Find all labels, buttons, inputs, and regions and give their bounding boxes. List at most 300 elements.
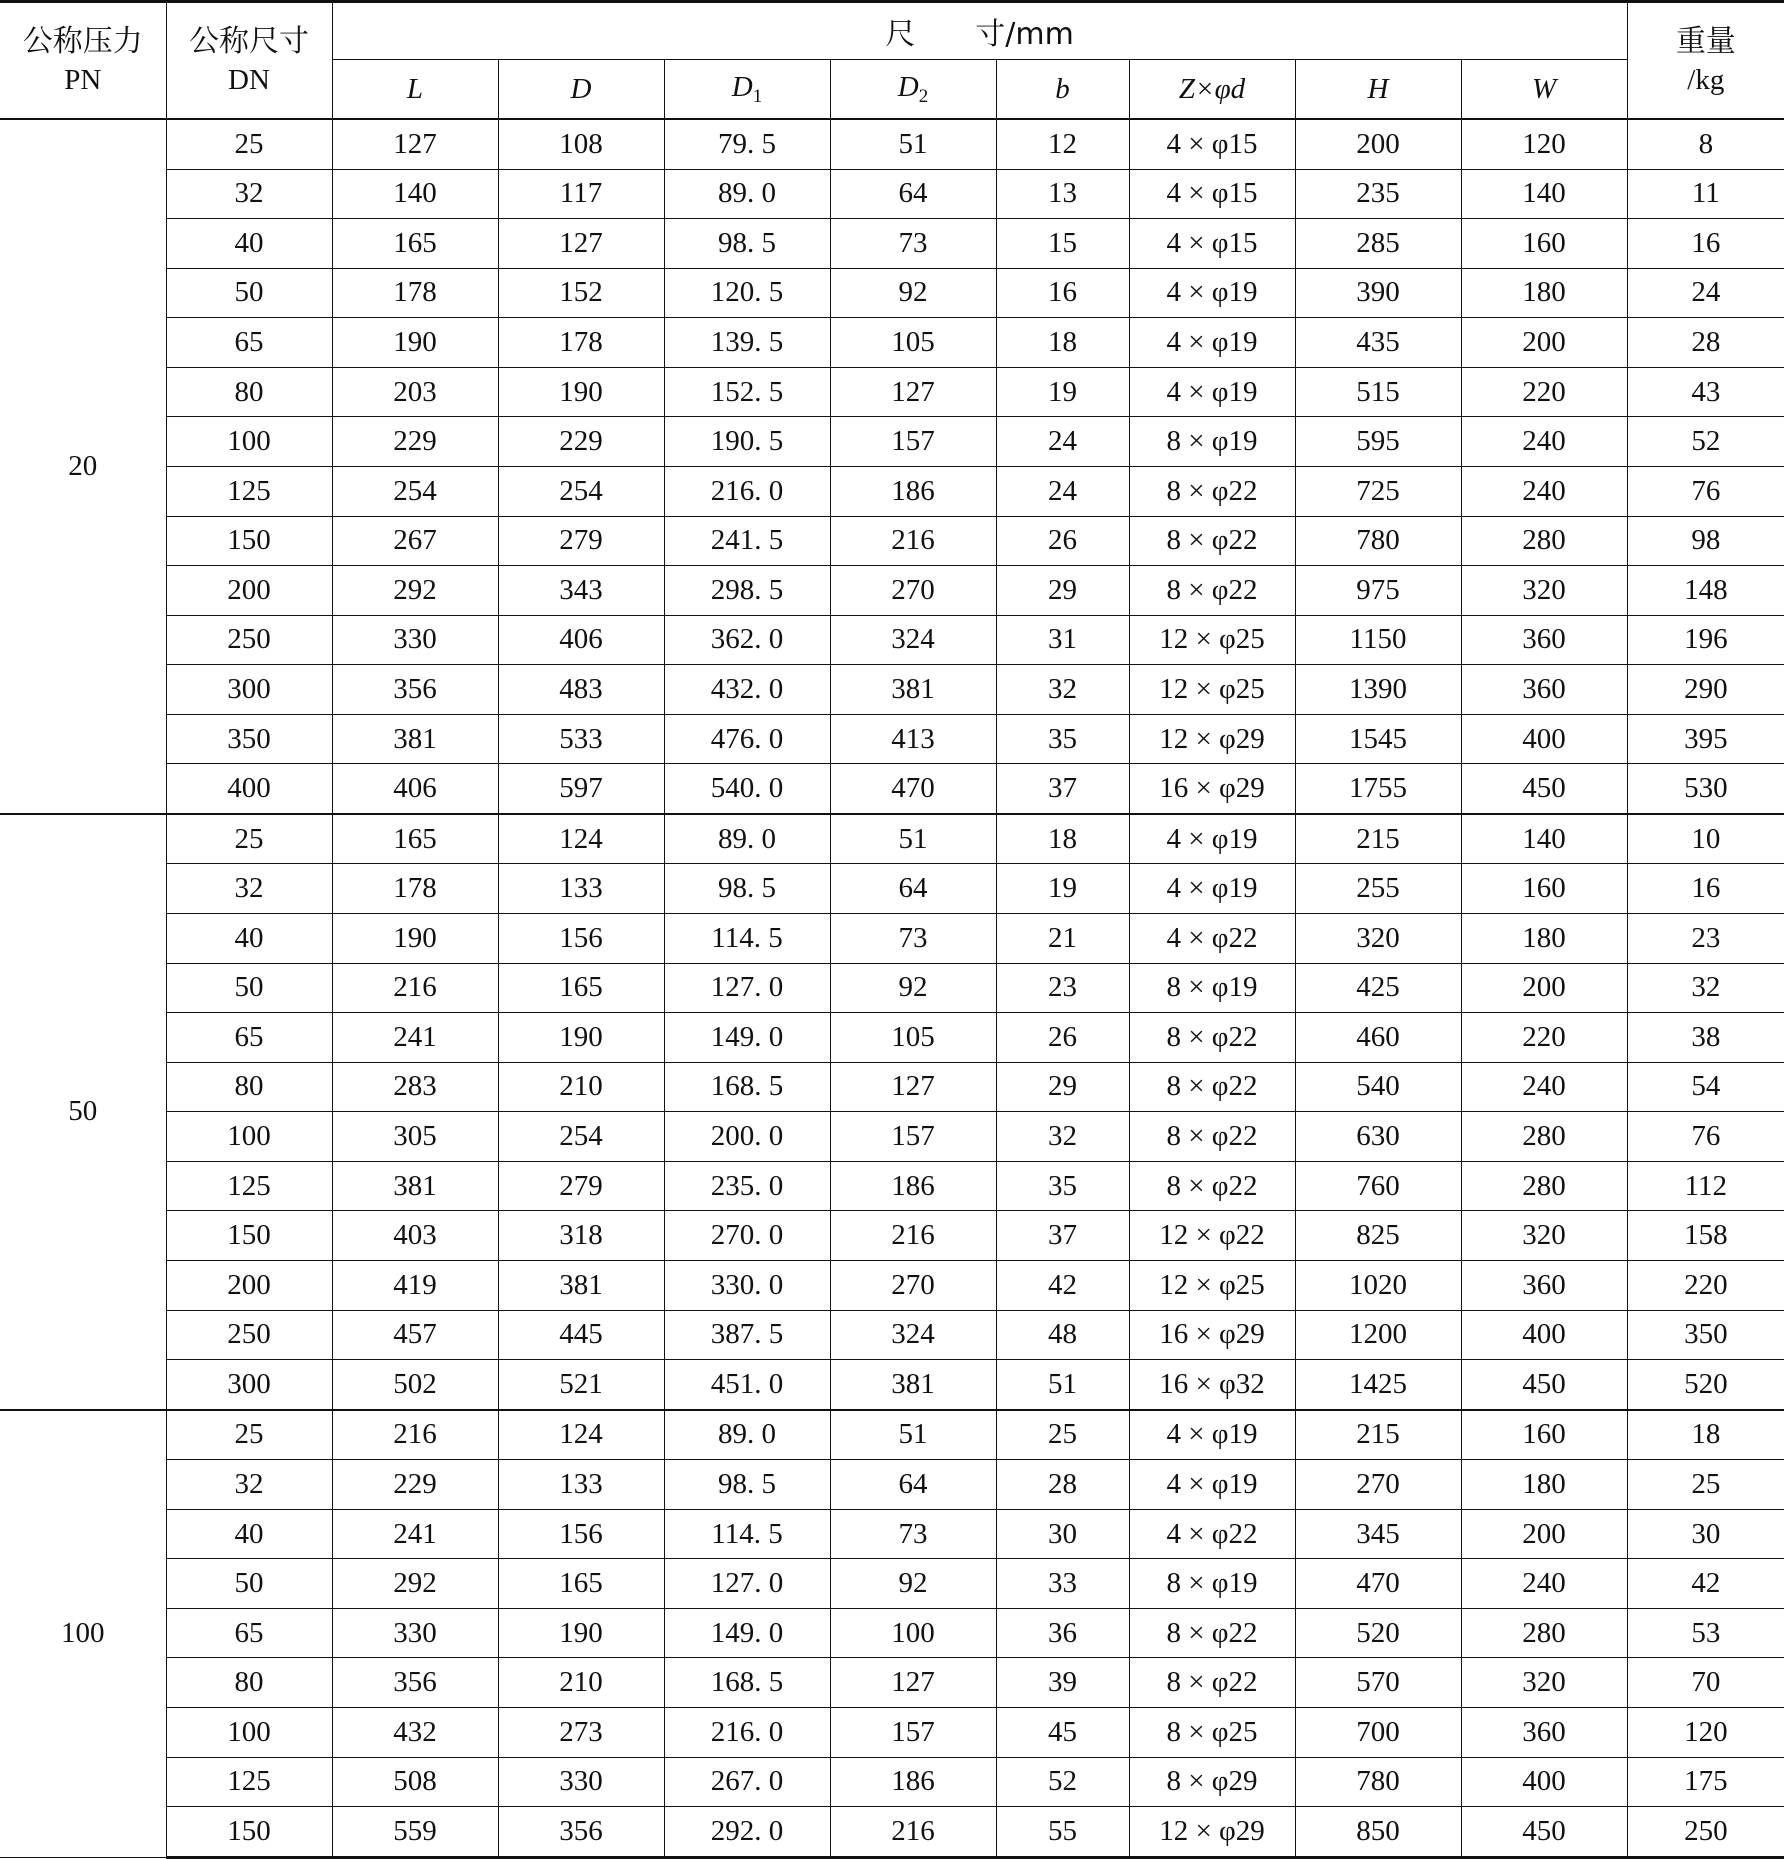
cell-W: 450 <box>1461 1360 1627 1410</box>
cell-D1: 120. 5 <box>664 268 830 318</box>
cell-H: 760 <box>1295 1161 1461 1211</box>
cell-H: 285 <box>1295 219 1461 269</box>
cell-L: 330 <box>332 1608 498 1658</box>
cell-L: 127 <box>332 119 498 169</box>
cell-W: 450 <box>1461 764 1627 814</box>
cell-dn: 250 <box>166 1310 332 1360</box>
cell-H: 825 <box>1295 1211 1461 1261</box>
cell-b: 37 <box>996 1211 1129 1261</box>
cell-H: 725 <box>1295 466 1461 516</box>
cell-D1: 127. 0 <box>664 963 830 1013</box>
table-row <box>0 1310 1784 1360</box>
cell-D1: 139. 5 <box>664 318 830 368</box>
cell-W: 200 <box>1461 1509 1627 1559</box>
cell-H: 570 <box>1295 1658 1461 1708</box>
cell-W: 360 <box>1461 1708 1627 1758</box>
cell-Z-phi-d: 8 × φ22 <box>1129 1608 1295 1658</box>
cell-D2: 216 <box>830 1211 996 1261</box>
cell-H: 630 <box>1295 1112 1461 1162</box>
cell-L: 229 <box>332 1460 498 1510</box>
cell-L: 283 <box>332 1062 498 1112</box>
cell-dn: 65 <box>166 318 332 368</box>
cell-L: 406 <box>332 764 498 814</box>
cell-b: 24 <box>996 417 1129 467</box>
cell-b: 42 <box>996 1260 1129 1310</box>
cell-b: 32 <box>996 1112 1129 1162</box>
cell-L: 419 <box>332 1260 498 1310</box>
cell-D: 165 <box>498 1559 664 1609</box>
cell-W: 280 <box>1461 1112 1627 1162</box>
cell-W: 320 <box>1461 566 1627 616</box>
pressure-cell: 50 <box>0 814 166 1410</box>
cell-D2: 324 <box>830 1310 996 1360</box>
cell-Z-phi-d: 8 × φ22 <box>1129 516 1295 566</box>
cell-D1: 451. 0 <box>664 1360 830 1410</box>
table-row <box>0 1807 1784 1858</box>
table-header <box>0 2 1784 120</box>
cell-D: 127 <box>498 219 664 269</box>
cell-weight: 38 <box>1627 1013 1784 1063</box>
cell-D: 229 <box>498 417 664 467</box>
cell-D: 597 <box>498 764 664 814</box>
cell-D1: 330. 0 <box>664 1260 830 1310</box>
cell-W: 240 <box>1461 466 1627 516</box>
table-row <box>0 714 1784 764</box>
table-row <box>0 1708 1784 1758</box>
cell-D2: 64 <box>830 864 996 914</box>
cell-b: 23 <box>996 963 1129 1013</box>
cell-D: 381 <box>498 1260 664 1310</box>
cell-L: 356 <box>332 665 498 715</box>
cell-b: 26 <box>996 1013 1129 1063</box>
cell-b: 55 <box>996 1807 1129 1858</box>
cell-weight: 8 <box>1627 119 1784 169</box>
cell-W: 320 <box>1461 1658 1627 1708</box>
cell-dn: 150 <box>166 1211 332 1261</box>
cell-D2: 127 <box>830 1658 996 1708</box>
table-row <box>0 1161 1784 1211</box>
dimensions-header: 尺 寸/mm <box>332 2 1627 60</box>
cell-D2: 92 <box>830 268 996 318</box>
table-row <box>0 864 1784 914</box>
cell-D1: 270. 0 <box>664 1211 830 1261</box>
cell-H: 700 <box>1295 1708 1461 1758</box>
table-row <box>0 119 1784 169</box>
cell-b: 21 <box>996 914 1129 964</box>
cell-D2: 157 <box>830 1112 996 1162</box>
col-header-D2: $D_2$ <box>830 60 996 120</box>
cell-W: 400 <box>1461 1310 1627 1360</box>
cell-b: 45 <box>996 1708 1129 1758</box>
cell-b: 48 <box>996 1310 1129 1360</box>
table-row <box>0 1608 1784 1658</box>
cell-D: 533 <box>498 714 664 764</box>
cell-D1: 89. 0 <box>664 169 830 219</box>
cell-L: 432 <box>332 1708 498 1758</box>
cell-D2: 381 <box>830 1360 996 1410</box>
cell-dn: 150 <box>166 1807 332 1858</box>
cell-W: 180 <box>1461 268 1627 318</box>
cell-Z-phi-d: 4 × φ19 <box>1129 367 1295 417</box>
cell-b: 29 <box>996 1062 1129 1112</box>
cell-H: 235 <box>1295 169 1461 219</box>
cell-L: 165 <box>332 814 498 864</box>
cell-Z-phi-d: 16 × φ29 <box>1129 764 1295 814</box>
cell-W: 180 <box>1461 1460 1627 1510</box>
cell-Z-phi-d: 8 × φ29 <box>1129 1757 1295 1807</box>
cell-W: 360 <box>1461 1260 1627 1310</box>
cell-D1: 89. 0 <box>664 1410 830 1460</box>
cell-D2: 64 <box>830 1460 996 1510</box>
cell-D: 483 <box>498 665 664 715</box>
cell-Z-phi-d: 4 × φ19 <box>1129 1410 1295 1460</box>
table-row <box>0 219 1784 269</box>
cell-dn: 25 <box>166 1410 332 1460</box>
cell-weight: 250 <box>1627 1807 1784 1858</box>
cell-dn: 100 <box>166 1112 332 1162</box>
cell-D: 117 <box>498 169 664 219</box>
cell-H: 320 <box>1295 914 1461 964</box>
cell-D1: 114. 5 <box>664 1509 830 1559</box>
cell-D1: 267. 0 <box>664 1757 830 1807</box>
cell-H: 390 <box>1295 268 1461 318</box>
table-row <box>0 1559 1784 1609</box>
cell-D: 210 <box>498 1062 664 1112</box>
cell-L: 178 <box>332 268 498 318</box>
cell-L: 502 <box>332 1360 498 1410</box>
cell-weight: 98 <box>1627 516 1784 566</box>
cell-weight: 10 <box>1627 814 1784 864</box>
cell-D2: 270 <box>830 1260 996 1310</box>
cell-D: 356 <box>498 1807 664 1858</box>
cell-b: 29 <box>996 566 1129 616</box>
table-body <box>0 119 1784 1858</box>
cell-D1: 216. 0 <box>664 1708 830 1758</box>
cell-dn: 25 <box>166 814 332 864</box>
table-row <box>0 1211 1784 1261</box>
cell-D2: 105 <box>830 318 996 368</box>
cell-b: 15 <box>996 219 1129 269</box>
cell-D2: 324 <box>830 615 996 665</box>
cell-D1: 152. 5 <box>664 367 830 417</box>
cell-L: 241 <box>332 1509 498 1559</box>
cell-b: 19 <box>996 367 1129 417</box>
cell-dn: 65 <box>166 1608 332 1658</box>
cell-Z-phi-d: 16 × φ29 <box>1129 1310 1295 1360</box>
table-row <box>0 914 1784 964</box>
size-header-cn: 公称尺寸 <box>189 23 309 59</box>
cell-L: 254 <box>332 466 498 516</box>
cell-W: 400 <box>1461 1757 1627 1807</box>
cell-L: 305 <box>332 1112 498 1162</box>
cell-weight: 290 <box>1627 665 1784 715</box>
table-row <box>0 814 1784 864</box>
cell-H: 215 <box>1295 814 1461 864</box>
cell-weight: 43 <box>1627 367 1784 417</box>
cell-H: 975 <box>1295 566 1461 616</box>
col-header-D1: $D_1$ <box>664 60 830 120</box>
cell-D1: 89. 0 <box>664 814 830 864</box>
cell-H: 515 <box>1295 367 1461 417</box>
weight-header <box>1627 2 1784 120</box>
cell-dn: 40 <box>166 219 332 269</box>
cell-D: 279 <box>498 516 664 566</box>
cell-weight: 28 <box>1627 318 1784 368</box>
cell-weight: 11 <box>1627 169 1784 219</box>
cell-Z-phi-d: 8 × φ25 <box>1129 1708 1295 1758</box>
table-row <box>0 318 1784 368</box>
cell-dn: 80 <box>166 1658 332 1708</box>
table-row <box>0 566 1784 616</box>
cell-L: 165 <box>332 219 498 269</box>
cell-weight: 70 <box>1627 1658 1784 1708</box>
cell-H: 1755 <box>1295 764 1461 814</box>
cell-L: 190 <box>332 914 498 964</box>
cell-weight: 54 <box>1627 1062 1784 1112</box>
cell-Z-phi-d: 8 × φ22 <box>1129 1161 1295 1211</box>
cell-dn: 50 <box>166 1559 332 1609</box>
cell-D1: 200. 0 <box>664 1112 830 1162</box>
cell-D: 190 <box>498 1608 664 1658</box>
cell-W: 280 <box>1461 1161 1627 1211</box>
cell-Z-phi-d: 12 × φ29 <box>1129 1807 1295 1858</box>
table-row <box>0 1260 1784 1310</box>
cell-D: 190 <box>498 1013 664 1063</box>
cell-D: 133 <box>498 864 664 914</box>
cell-D1: 114. 5 <box>664 914 830 964</box>
cell-H: 540 <box>1295 1062 1461 1112</box>
cell-W: 200 <box>1461 963 1627 1013</box>
cell-H: 1545 <box>1295 714 1461 764</box>
table-row <box>0 764 1784 814</box>
cell-weight: 23 <box>1627 914 1784 964</box>
table-row <box>0 665 1784 715</box>
cell-D: 343 <box>498 566 664 616</box>
cell-W: 160 <box>1461 219 1627 269</box>
cell-Z-phi-d: 12 × φ29 <box>1129 714 1295 764</box>
cell-Z-phi-d: 4 × φ19 <box>1129 1460 1295 1510</box>
cell-D2: 73 <box>830 1509 996 1559</box>
table-row <box>0 1757 1784 1807</box>
cell-D2: 216 <box>830 516 996 566</box>
cell-D2: 157 <box>830 1708 996 1758</box>
cell-D2: 51 <box>830 119 996 169</box>
cell-D2: 470 <box>830 764 996 814</box>
cell-L: 508 <box>332 1757 498 1807</box>
cell-b: 31 <box>996 615 1129 665</box>
cell-W: 360 <box>1461 615 1627 665</box>
cell-weight: 120 <box>1627 1708 1784 1758</box>
cell-b: 35 <box>996 1161 1129 1211</box>
table-row <box>0 417 1784 467</box>
cell-weight: 530 <box>1627 764 1784 814</box>
cell-L: 559 <box>332 1807 498 1858</box>
cell-H: 780 <box>1295 1757 1461 1807</box>
cell-W: 200 <box>1461 318 1627 368</box>
cell-H: 470 <box>1295 1559 1461 1609</box>
cell-D2: 73 <box>830 219 996 269</box>
cell-weight: 30 <box>1627 1509 1784 1559</box>
cell-b: 28 <box>996 1460 1129 1510</box>
cell-Z-phi-d: 4 × φ15 <box>1129 169 1295 219</box>
cell-dn: 50 <box>166 963 332 1013</box>
cell-D: 165 <box>498 963 664 1013</box>
cell-dn: 32 <box>166 864 332 914</box>
cell-Z-phi-d: 8 × φ22 <box>1129 566 1295 616</box>
cell-D1: 168. 5 <box>664 1062 830 1112</box>
cell-H: 425 <box>1295 963 1461 1013</box>
cell-b: 36 <box>996 1608 1129 1658</box>
cell-D1: 476. 0 <box>664 714 830 764</box>
col-header-D: D <box>498 60 664 120</box>
cell-D1: 98. 5 <box>664 219 830 269</box>
cell-D1: 190. 5 <box>664 417 830 467</box>
pressure-cell: 100 <box>0 1410 166 1858</box>
cell-W: 280 <box>1461 1608 1627 1658</box>
cell-Z-phi-d: 4 × φ15 <box>1129 219 1295 269</box>
cell-D1: 362. 0 <box>664 615 830 665</box>
cell-dn: 350 <box>166 714 332 764</box>
cell-L: 178 <box>332 864 498 914</box>
cell-D: 156 <box>498 914 664 964</box>
col-header-L: L <box>332 60 498 120</box>
cell-Z-phi-d: 12 × φ25 <box>1129 1260 1295 1310</box>
table-row <box>0 169 1784 219</box>
cell-dn: 125 <box>166 1161 332 1211</box>
cell-dn: 125 <box>166 1757 332 1807</box>
cell-b: 33 <box>996 1559 1129 1609</box>
cell-Z-phi-d: 8 × φ22 <box>1129 1062 1295 1112</box>
cell-b: 51 <box>996 1360 1129 1410</box>
cell-H: 780 <box>1295 516 1461 566</box>
cell-weight: 395 <box>1627 714 1784 764</box>
cell-D2: 270 <box>830 566 996 616</box>
cell-Z-phi-d: 8 × φ22 <box>1129 1658 1295 1708</box>
cell-H: 255 <box>1295 864 1461 914</box>
cell-H: 1425 <box>1295 1360 1461 1410</box>
cell-D1: 298. 5 <box>664 566 830 616</box>
cell-D: 124 <box>498 1410 664 1460</box>
cell-dn: 40 <box>166 914 332 964</box>
cell-D: 124 <box>498 814 664 864</box>
cell-dn: 50 <box>166 268 332 318</box>
cell-L: 140 <box>332 169 498 219</box>
cell-D2: 92 <box>830 1559 996 1609</box>
pressure-header-cn: 公称压力 <box>22 23 143 59</box>
table-row <box>0 367 1784 417</box>
cell-dn: 80 <box>166 367 332 417</box>
cell-H: 435 <box>1295 318 1461 368</box>
cell-dn: 250 <box>166 615 332 665</box>
cell-b: 19 <box>996 864 1129 914</box>
weight-header-unit: /kg <box>1687 63 1725 96</box>
cell-weight: 16 <box>1627 864 1784 914</box>
cell-weight: 350 <box>1627 1310 1784 1360</box>
cell-W: 220 <box>1461 367 1627 417</box>
cell-W: 160 <box>1461 1410 1627 1460</box>
cell-dn: 300 <box>166 665 332 715</box>
cell-D2: 381 <box>830 665 996 715</box>
cell-D2: 100 <box>830 1608 996 1658</box>
cell-dn: 40 <box>166 1509 332 1559</box>
cell-D: 190 <box>498 367 664 417</box>
cell-D2: 413 <box>830 714 996 764</box>
cell-b: 39 <box>996 1658 1129 1708</box>
cell-weight: 18 <box>1627 1410 1784 1460</box>
cell-D2: 105 <box>830 1013 996 1063</box>
col-header-Z-phi-d: Z×φd <box>1129 60 1295 120</box>
cell-weight: 52 <box>1627 417 1784 467</box>
cell-dn: 65 <box>166 1013 332 1063</box>
table-row <box>0 1112 1784 1162</box>
cell-weight: 32 <box>1627 963 1784 1013</box>
cell-b: 32 <box>996 665 1129 715</box>
cell-D1: 235. 0 <box>664 1161 830 1211</box>
cell-dn: 200 <box>166 566 332 616</box>
cell-D1: 292. 0 <box>664 1807 830 1858</box>
cell-weight: 112 <box>1627 1161 1784 1211</box>
cell-W: 400 <box>1461 714 1627 764</box>
cell-weight: 520 <box>1627 1360 1784 1410</box>
cell-D: 406 <box>498 615 664 665</box>
cell-W: 160 <box>1461 864 1627 914</box>
cell-D1: 540. 0 <box>664 764 830 814</box>
cell-b: 12 <box>996 119 1129 169</box>
cell-W: 120 <box>1461 119 1627 169</box>
cell-H: 215 <box>1295 1410 1461 1460</box>
cell-L: 356 <box>332 1658 498 1708</box>
cell-D2: 186 <box>830 1161 996 1211</box>
cell-L: 229 <box>332 417 498 467</box>
cell-Z-phi-d: 4 × φ19 <box>1129 268 1295 318</box>
cell-L: 381 <box>332 1161 498 1211</box>
cell-Z-phi-d: 12 × φ22 <box>1129 1211 1295 1261</box>
cell-b: 18 <box>996 814 1129 864</box>
cell-L: 216 <box>332 963 498 1013</box>
size-header-en: DN <box>228 63 270 96</box>
cell-dn: 32 <box>166 1460 332 1510</box>
cell-weight: 53 <box>1627 1608 1784 1658</box>
cell-D1: 98. 5 <box>664 1460 830 1510</box>
cell-weight: 175 <box>1627 1757 1784 1807</box>
cell-Z-phi-d: 4 × φ15 <box>1129 119 1295 169</box>
cell-L: 190 <box>332 318 498 368</box>
cell-W: 360 <box>1461 665 1627 715</box>
cell-D: 445 <box>498 1310 664 1360</box>
cell-D1: 149. 0 <box>664 1608 830 1658</box>
cell-L: 381 <box>332 714 498 764</box>
cell-b: 16 <box>996 268 1129 318</box>
cell-b: 52 <box>996 1757 1129 1807</box>
cell-H: 1200 <box>1295 1310 1461 1360</box>
cell-H: 1150 <box>1295 615 1461 665</box>
table-row <box>0 1460 1784 1510</box>
cell-D2: 64 <box>830 169 996 219</box>
cell-dn: 400 <box>166 764 332 814</box>
cell-D2: 51 <box>830 814 996 864</box>
table-row <box>0 1013 1784 1063</box>
cell-D: 133 <box>498 1460 664 1510</box>
cell-Z-phi-d: 8 × φ22 <box>1129 1013 1295 1063</box>
col-header-W: W <box>1461 60 1627 120</box>
cell-D: 108 <box>498 119 664 169</box>
cell-W: 240 <box>1461 1062 1627 1112</box>
cell-D1: 98. 5 <box>664 864 830 914</box>
cell-dn: 25 <box>166 119 332 169</box>
cell-weight: 42 <box>1627 1559 1784 1609</box>
pressure-cell: 20 <box>0 119 166 814</box>
weight-header-cn: 重量 <box>1675 23 1736 59</box>
